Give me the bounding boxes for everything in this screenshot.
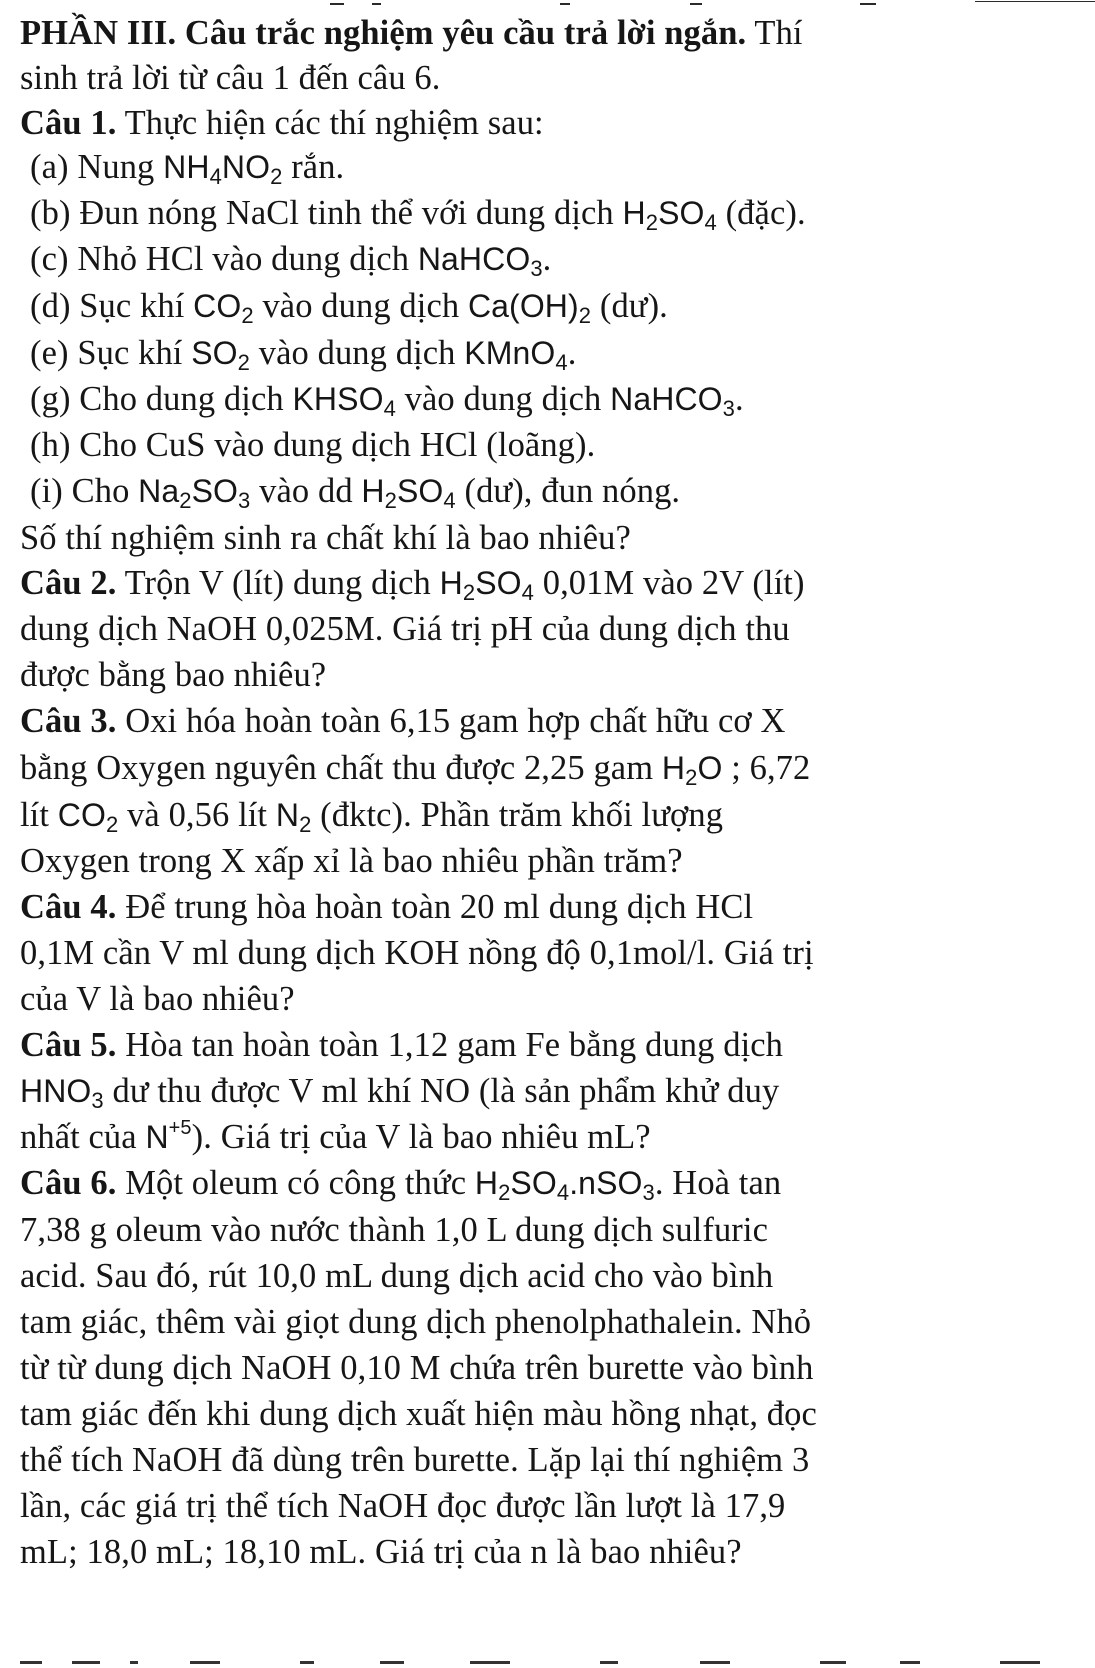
question-1-ask: Số thí nghiệm sinh ra chất khí là bao nhiêu? (20, 519, 631, 557)
cropped-next-line (0, 1657, 1095, 1668)
part-title: PHẦN III. Câu trắc nghiệm yêu cầu trả lời ngắn. (20, 14, 747, 52)
question-4-line-1: Câu 4. Để trung hòa hoàn toàn 20 ml dung dịch HCl (20, 888, 754, 926)
question-6-line-4: tam giác, thêm vài giọt dung dịch phenolphathalein. Nhỏ (20, 1303, 812, 1341)
question-6-line-6: tam giác đến khi dung dịch xuất hiện màu hồng nhạt, đọc (20, 1395, 817, 1433)
question-3-line-2: bằng Oxygen nguyên chất thu được 2,25 gam $H_2O$ ; 6,72 (20, 749, 811, 790)
question-6-line-5: từ từ dung dịch NaOH 0,10 M chứa trên burette vào bình (20, 1349, 814, 1387)
experiment-d: (d) Sục khí $CO_2$ vào dung dịch $Ca(OH)_2$ (dư). (30, 287, 668, 328)
question-4-label: Câu 4. (20, 888, 117, 926)
formula-co2: $CO_2$ (193, 288, 254, 328)
question-4-line-3: của V là bao nhiêu? (20, 980, 295, 1018)
question-6-line-9: mL; 18,0 mL; 18,10 mL. Giá trị của n là bao nhiêu? (20, 1533, 742, 1571)
formula-nahco3-2: NaHCO$_3$ (610, 381, 735, 421)
formula-so2: $SO_2$ (191, 335, 251, 375)
part-instruction-1: Thí (754, 14, 803, 52)
formula-khso4: $KHSO_4$ (292, 381, 396, 421)
experiment-e: (e) Sục khí $SO_2$ vào dung dịch KMnO$_4$. (30, 334, 577, 375)
experiment-i: (i) Cho $Na_2SO_3$ vào dd $H_2SO_4$ (dư), đun nóng. (30, 472, 681, 513)
experiment-g: (g) Cho dung dịch $KHSO_4$ vào dung dịch NaHCO$_3$. (30, 380, 744, 421)
formula-nh4no2: $NH_4NO_2$ (163, 149, 283, 189)
question-4-line-2: 0,1M cần V ml dung dịch KOH nồng độ 0,1mol/l. Giá trị (20, 934, 814, 972)
question-1-intro: Thực hiện các thí nghiệm sau: (124, 104, 544, 142)
question-6-line-3: acid. Sau đó, rút 10,0 mL dung dịch acid cho vào bình (20, 1257, 774, 1295)
question-6-line-1: Câu 6. Một oleum có công thức $H_2SO_4.nSO_3$. Hoà tan (20, 1164, 782, 1205)
experiment-h: (h) Cho CuS vào dung dịch HCl (loãng). (30, 426, 596, 464)
question-3-label: Câu 3. (20, 702, 117, 740)
ion-n-plus5: $N^{+5}$ (145, 1117, 192, 1155)
cropped-previous-line (0, 0, 1095, 6)
question-1-header (20, 103, 544, 143)
formula-hno3: $HNO_3$ (20, 1073, 104, 1113)
question-1-label: Câu 1. (20, 104, 117, 142)
part-instruction-2: sinh trả lời từ câu 1 đến câu 6. (20, 59, 441, 97)
formula-h2so4-2: $H_2SO_4$ (361, 473, 456, 513)
formula-h2o: $H_2O$ (661, 750, 723, 790)
question-6-line-7: thể tích NaOH đã dùng trên burette. Lặp lại thí nghiệm 3 (20, 1441, 810, 1479)
formula-oleum: $H_2SO_4.nSO_3$ (474, 1165, 655, 1205)
formula-kmno4: KMnO$_4$ (464, 335, 568, 375)
part-header (20, 13, 803, 53)
experiment-b: (b) Đun nóng NaCl tinh thể với dung dịch $H_2SO_4$ (đặc). (30, 194, 806, 235)
formula-nahco3: NaHCO$_3$ (417, 241, 543, 281)
question-6-line-2: 7,38 g oleum vào nước thành 1,0 L dung dịch sulfuric (20, 1211, 768, 1249)
formula-n2: $N_2$ (275, 797, 312, 837)
question-3-line-3: lít $CO_2$ và 0,56 lít $N_2$ (đktc). Phần trăm khối lượng (20, 796, 724, 837)
question-5-label: Câu 5. (20, 1026, 117, 1064)
experiment-a: (a) Nung $NH_4NO_2$ rắn. (30, 148, 345, 189)
formula-caoh2: $Ca(OH)_2$ (467, 288, 592, 328)
question-2-label: Câu 2. (20, 564, 117, 602)
formula-h2so4: $H_2SO_4$ (622, 195, 717, 235)
formula-na2so3: $Na_2SO_3$ (138, 473, 251, 513)
experiment-c: (c) Nhỏ HCl vào dung dịch NaHCO$_3$. (30, 240, 552, 281)
question-2-line-3: được bằng bao nhiêu? (20, 656, 327, 694)
question-6-line-8: lần, các giá trị thể tích NaOH đọc được lần lượt là 17,9 (20, 1487, 786, 1525)
question-3-line-4: Oxygen trong X xấp xỉ là bao nhiêu phần trăm? (20, 842, 683, 880)
question-6-label: Câu 6. (20, 1164, 117, 1202)
question-2-line-2: dung dịch NaOH 0,025M. Giá trị pH của dung dịch thu (20, 610, 790, 648)
formula-co2-q3: $CO_2$ (57, 797, 119, 837)
question-5-line-1: Câu 5. Hòa tan hoàn toàn 1,12 gam Fe bằng dung dịch (20, 1026, 784, 1064)
question-3-line-1: Câu 3. Oxi hóa hoàn toàn 6,15 gam hợp chất hữu cơ X (20, 702, 786, 740)
question-2-line-1: Câu 2. Trộn V (lít) dung dịch $H_2SO_4$ 0,01M vào 2V (lít) (20, 564, 805, 605)
question-5-line-3: nhất của $N^{+5}$). Giá trị của V là bao nhiêu mL? (20, 1117, 651, 1156)
question-5-line-2: $HNO_3$ dư thu được V ml khí NO (là sản phẩm khử duy (20, 1072, 780, 1113)
formula-h2so4-q2: $H_2SO_4$ (439, 565, 534, 605)
